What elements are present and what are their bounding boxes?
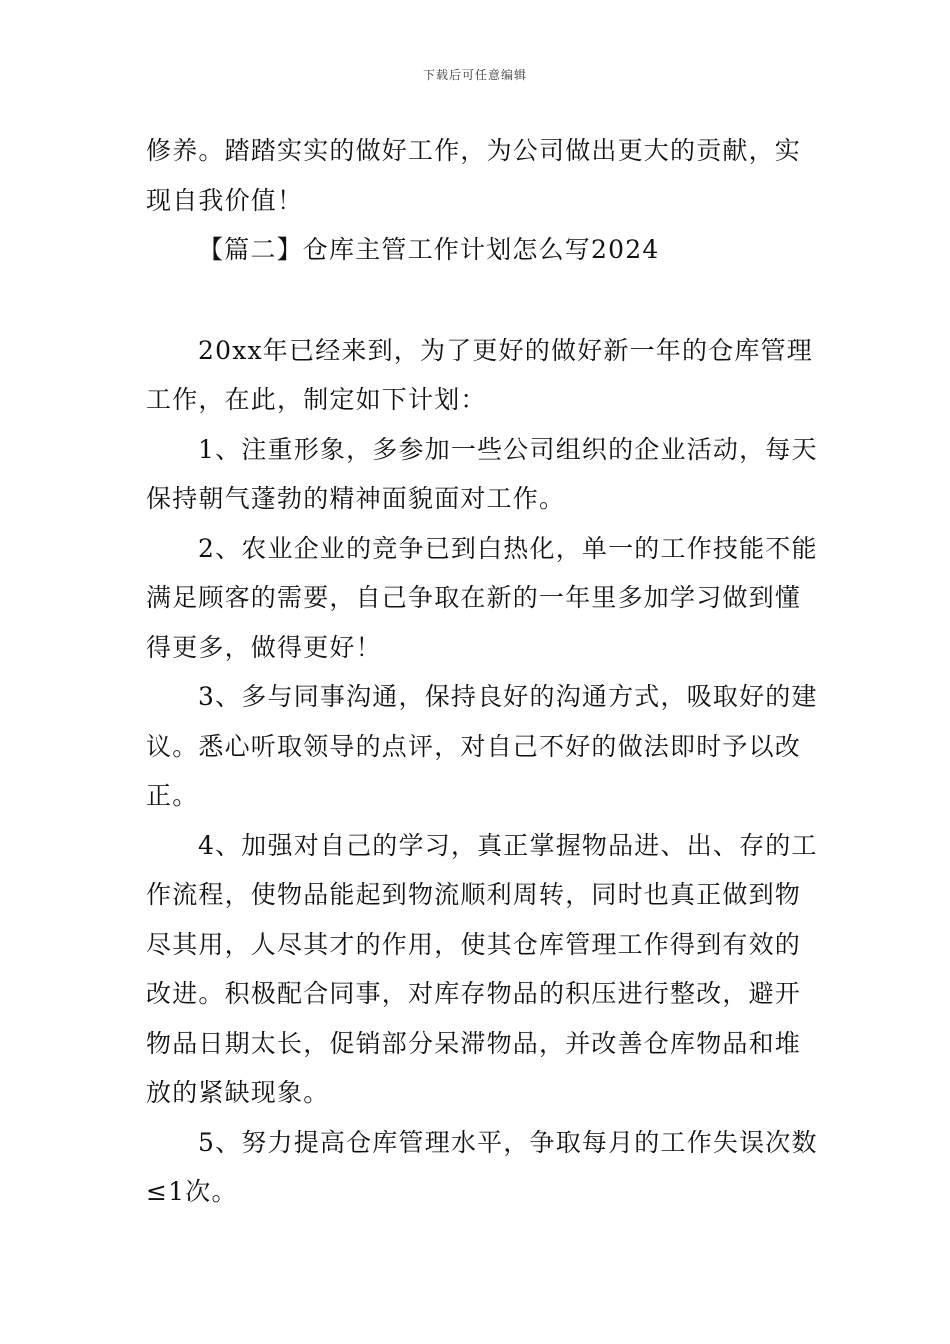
blank-gap [146, 275, 810, 326]
list-item-line: 4、加强对自己的学习，真正掌握物品进、出、存的工 [198, 830, 818, 860]
list-item-line: 放的紧缺现象。 [146, 1078, 330, 1107]
list-item-line: 2、农业企业的竞争已到白热化，单一的工作技能不能 [198, 533, 818, 563]
list-item-line: 正。 [146, 781, 199, 810]
list-item-line: 改进。积极配合同事，对库存物品的积压进行整改，避开 [146, 979, 802, 1008]
list-item-line: 作流程，使物品能起到物流顺利周转，同时也真正做到物 [146, 880, 802, 909]
list-item-line: 尽其用，人尽其才的作用，使其仓库管理工作得到有效的 [146, 929, 802, 959]
list-item-line: ≤1次。 [146, 1177, 238, 1206]
list-item-line: 满足顾客的需要，自己争取在新的一年里多加学习做到懂 [146, 583, 802, 612]
section-heading: 【篇二】仓库主管工作计划怎么写2024 [198, 235, 660, 264]
document-body [146, 126, 818, 1217]
paragraph-line: 20xx年已经来到，为了更好的做好新一年的仓库管理 [198, 335, 814, 365]
list-item-line: 议。悉心听取领导的点评，对自己不好的做法即时予以改 [146, 731, 802, 761]
list-item-line: 保持朝气蓬勃的精神面貌面对工作。 [146, 484, 566, 513]
page-header-note: 下载后可任意编辑 [422, 68, 527, 82]
list-item-line: 3、多与同事沟通，保持良好的沟通方式，吸取好的建 [198, 682, 818, 711]
list-item-line: 5、努力提高仓库管理水平，争取每月的工作失误次数 [198, 1127, 818, 1157]
list-item-line: 得更多，做得更好！ [146, 632, 382, 662]
paragraph-line: 工作，在此，制定如下计划： [146, 385, 487, 414]
paragraph-line: 修养。踏踏实实的做好工作，为公司做出更大的贡献，实 [146, 136, 802, 165]
list-item-line: 物品日期太长，促销部分呆滞物品，并改善仓库物品和堆 [146, 1028, 802, 1058]
paragraph-line: 现自我价值！ [146, 185, 304, 215]
list-item-line: 1、注重形象，多参加一些公司组织的企业活动，每天 [198, 434, 818, 464]
